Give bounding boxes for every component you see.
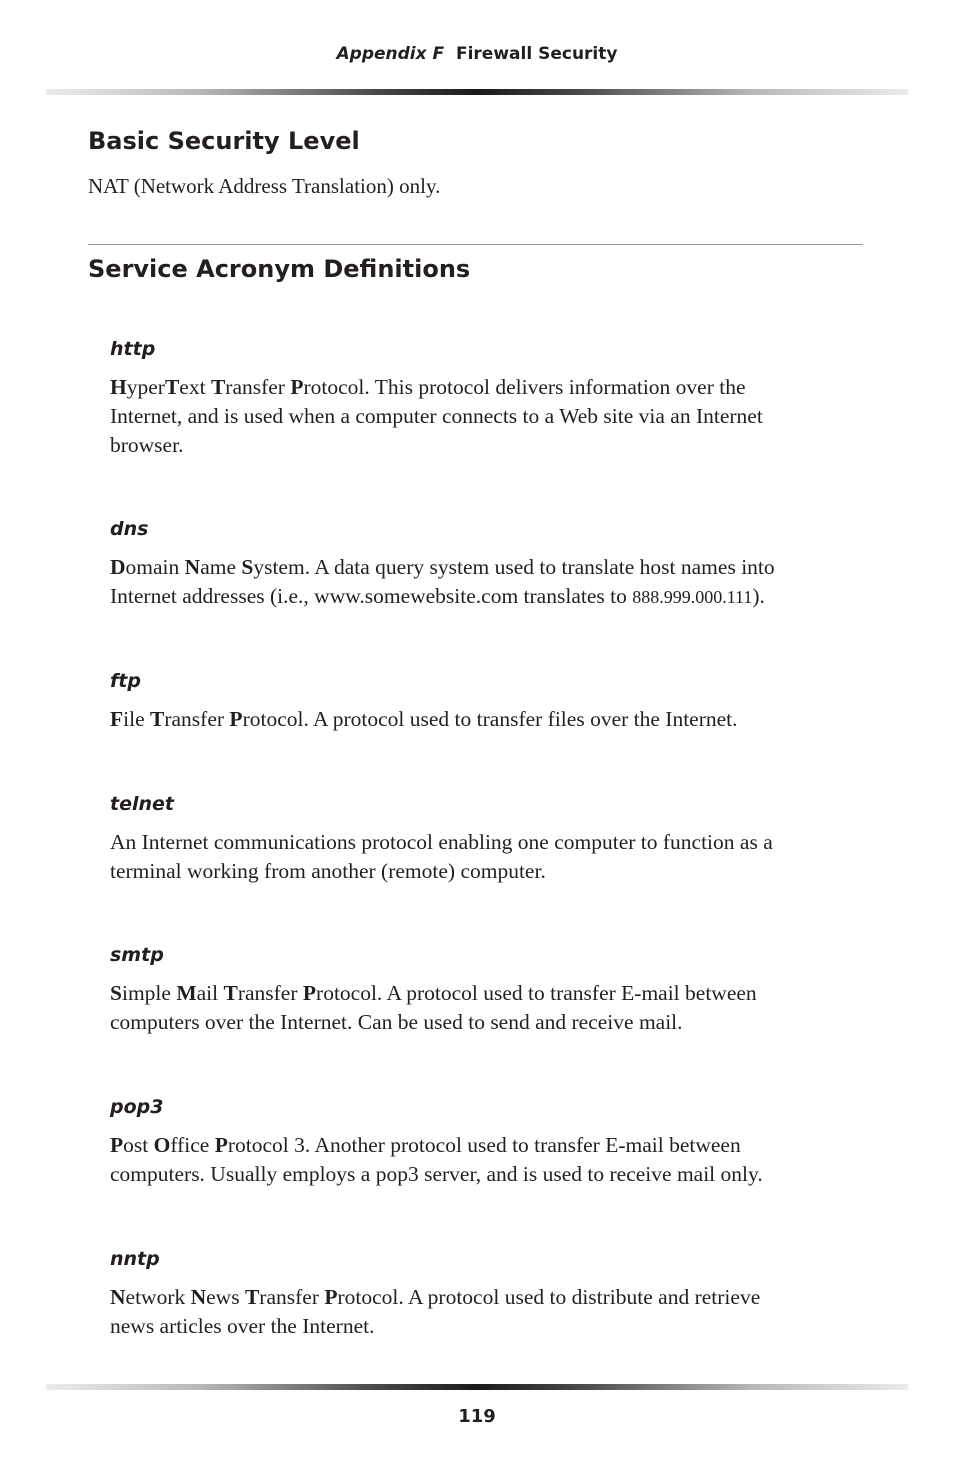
description-text: terminal working from another (remote) computer. xyxy=(110,859,546,883)
definition-pop3 xyxy=(110,1095,850,1189)
definition-description xyxy=(110,553,850,612)
description-text: ystem. A data query system used to translate host names into xyxy=(253,555,775,579)
description-text: rotocol. A protocol used to transfer files over the Internet. xyxy=(242,707,738,731)
description-text: computers over the Internet. Can be used to send and receive mail. xyxy=(110,1010,683,1034)
acronym-letter: P xyxy=(324,1285,338,1309)
definition-telnet xyxy=(110,792,850,886)
page-number: 119 xyxy=(458,1406,496,1427)
definition-smtp xyxy=(110,943,850,1037)
description-text: ile xyxy=(123,707,151,731)
description-text: ransfer xyxy=(164,707,230,731)
acronym-letter: D xyxy=(110,555,126,579)
description-text: etwork xyxy=(125,1285,191,1309)
acronym-letter: S xyxy=(241,555,254,579)
header-section: Firewall Security xyxy=(455,44,618,64)
description-text: ffice xyxy=(170,1133,215,1157)
definition-term: ftp xyxy=(110,670,141,692)
acronym-letter: N xyxy=(190,1285,207,1309)
header-appendix: Appendix F xyxy=(336,44,445,64)
basic-security-heading: Basic Security Level xyxy=(88,127,360,155)
basic-security-text: NAT (Network Address Translation) only. xyxy=(88,174,441,198)
description-text: ransfer xyxy=(237,981,303,1005)
acronym-letter: T xyxy=(164,375,180,399)
section-divider xyxy=(88,244,863,245)
acronym-letter: N xyxy=(184,555,201,579)
example-address: 888.999.000.111 xyxy=(632,587,753,607)
running-header xyxy=(0,44,954,64)
acronym-letter: H xyxy=(110,375,127,399)
definition-term: nntp xyxy=(110,1248,160,1270)
acronym-letter: T xyxy=(210,375,226,399)
description-text: rotocol 3. Another protocol used to transfer E-mail between xyxy=(227,1133,741,1157)
description-text: omain xyxy=(125,555,185,579)
acronym-letter: P xyxy=(229,707,243,731)
definition-description xyxy=(110,1283,850,1341)
description-text: Internet addresses (i.e., www.somewebsite.com translates to xyxy=(110,584,633,608)
description-text: ext xyxy=(179,375,211,399)
definition-term: smtp xyxy=(110,944,164,966)
description-text: rotocol. A protocol used to transfer E-mail between xyxy=(316,981,757,1005)
definition-dns xyxy=(110,517,850,612)
definition-nntp xyxy=(110,1247,850,1341)
definition-term: http xyxy=(110,338,156,360)
description-text: ransfer xyxy=(259,1285,325,1309)
description-text: ). xyxy=(752,584,765,608)
description-text: rotocol. This protocol delivers information over the xyxy=(303,375,746,399)
description-text: yper xyxy=(126,375,165,399)
definition-term: telnet xyxy=(110,793,174,815)
definition-description xyxy=(110,828,850,886)
description-text: browser. xyxy=(110,433,184,457)
definition-term: pop3 xyxy=(110,1096,164,1118)
definition-http xyxy=(110,337,850,460)
description-text: ame xyxy=(200,555,242,579)
description-text: Internet, and is used when a computer connects to a Web site via an Internet xyxy=(110,404,763,428)
definitions-heading: Service Acronym Definitions xyxy=(88,255,471,283)
description-text: An Internet communications protocol enabling one computer to function as a xyxy=(110,830,773,854)
acronym-letter: O xyxy=(153,1133,171,1157)
description-text: computers. Usually employs a pop3 server, and is used to receive mail only. xyxy=(110,1162,763,1186)
description-text: ransfer xyxy=(225,375,291,399)
acronym-letter: F xyxy=(110,707,124,731)
acronym-letter: S xyxy=(110,981,122,1005)
acronym-letter: M xyxy=(176,981,197,1005)
description-text: ail xyxy=(196,981,224,1005)
description-text: imple xyxy=(121,981,177,1005)
acronym-letter: P xyxy=(214,1133,228,1157)
footer-rule xyxy=(46,1384,908,1390)
definition-description xyxy=(110,979,850,1037)
acronym-letter: N xyxy=(110,1285,126,1309)
definition-term: dns xyxy=(110,518,149,540)
acronym-letter: T xyxy=(244,1285,260,1309)
description-text: news articles over the Internet. xyxy=(110,1314,375,1338)
description-text: ost xyxy=(123,1133,154,1157)
acronym-letter: T xyxy=(223,981,238,1005)
definition-description xyxy=(110,373,850,460)
definition-description xyxy=(110,1131,850,1189)
header-rule xyxy=(46,89,908,95)
acronym-letter: P xyxy=(110,1133,124,1157)
description-text: ews xyxy=(206,1285,245,1309)
acronym-letter: P xyxy=(302,981,317,1005)
acronym-letter: P xyxy=(290,375,304,399)
definition-description xyxy=(110,705,850,734)
definition-ftp xyxy=(110,669,850,734)
description-text: rotocol. A protocol used to distribute and retrieve xyxy=(337,1285,761,1309)
acronym-letter: T xyxy=(150,707,165,731)
